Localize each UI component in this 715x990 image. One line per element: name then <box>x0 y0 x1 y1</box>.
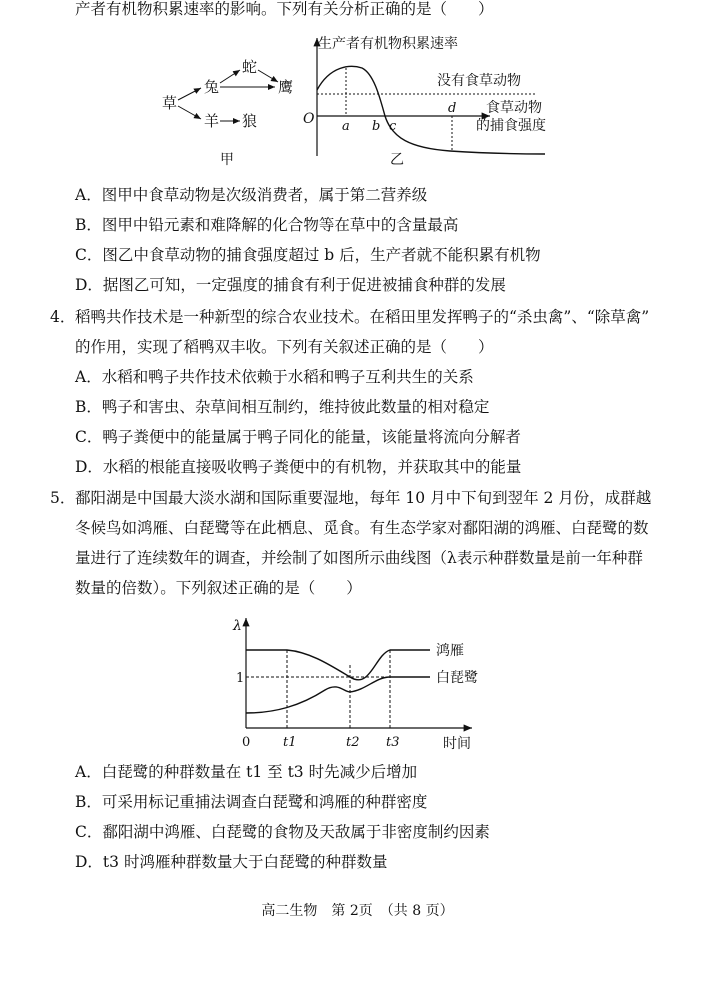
q5-stem-3: 量进行了连续数年的调查，并绘制了如图所示曲线图（λ表示种群数量是前一年种群 <box>75 549 643 567</box>
food-web-diagram <box>162 58 293 168</box>
chart-xtick-t2: t2 <box>346 735 360 750</box>
q4-option-b: B．鸭子和害虫、杂草间相互制约，维持彼此数量的相对稳定 <box>75 398 490 416</box>
web-snake: 蛇 <box>242 58 258 76</box>
q3-option-d: D．据图乙可知，一定强度的捕食有利于促进被捕食种群的发展 <box>75 276 506 294</box>
graph-dashed-label: 没有食草动物 <box>437 73 521 89</box>
graph-xlabel-2: 的捕食强度 <box>476 118 546 134</box>
graph-ylabel: 生产者有机物积累速率 <box>318 36 458 52</box>
series-spoonbill-label: 白琵鹭 <box>436 670 478 686</box>
accumulation-graph <box>303 35 546 168</box>
web-wolf: 狼 <box>242 112 258 130</box>
series-goose-curve <box>246 650 430 680</box>
q5-number: 5． <box>50 489 76 507</box>
web-label: 甲 <box>220 152 234 168</box>
web-hawk: 鹰 <box>278 78 294 96</box>
q5-stem-1: 鄱阳湖是中国最大淡水湖和国际重要湿地，每年 10 月中下旬到翌年 2 月份，成群越 <box>75 489 652 507</box>
chart-xlabel: 时间 <box>443 736 471 752</box>
graph-tick-b: b <box>372 119 381 134</box>
graph-label: 乙 <box>390 152 404 168</box>
q5-option-b: B．可采用标记重捕法调查白琵鹭和鸿雁的种群密度 <box>75 793 428 811</box>
q4-option-d: D．水稻的根能直接吸收鸭子粪便中的有机物，并获取其中的能量 <box>75 458 522 476</box>
chart-ylabel: λ <box>233 618 242 634</box>
chart-ytick-1: 1 <box>236 671 245 686</box>
lambda-chart <box>0 610 715 760</box>
q3-stem-tail: 产者有机物积累速率的影响。下列有关分析正确的是（ ） <box>75 0 494 18</box>
q4-option-a: A．水稻和鸭子共作技术依赖于水稻和鸭子互利共生的关系 <box>75 368 474 386</box>
q5-option-c: C．鄱阳湖中鸿雁、白琵鹭的食物及天敌属于非密度制约因素 <box>75 823 490 841</box>
chart-xtick-t1: t1 <box>283 735 297 750</box>
q5-option-a: A．白琵鹭的种群数量在 t1 至 t3 时先减少后增加 <box>75 763 418 781</box>
page-footer: 高二生物 第 2页 （共 8 页） <box>261 903 454 919</box>
q3-option-c: C．图乙中食草动物的捕食强度超过 b 后，生产者就不能积累有机物 <box>75 246 541 264</box>
q5-stem-2: 冬候鸟如鸿雁、白琵鹭等在此栖息、觅食。有生态学家对鄱阳湖的鸿雁、白琵鹭的数 <box>75 519 649 537</box>
series-spoonbill-curve <box>246 677 430 713</box>
web-rabbit: 兔 <box>204 78 220 96</box>
chart-origin: 0 <box>242 735 251 750</box>
q3-option-a: A．图甲中食草动物是次级消费者，属于第二营养级 <box>75 186 428 204</box>
graph-tick-a: a <box>342 119 350 134</box>
web-grass: 草 <box>162 94 178 112</box>
q5-option-d: D．t3 时鸿雁种群数量大于白琵鹭的种群数量 <box>75 853 388 871</box>
graph-tick-c: c <box>389 119 397 134</box>
q4-number: 4． <box>50 308 76 326</box>
web-sheep: 羊 <box>204 112 220 130</box>
q5-stem-4: 数量的倍数）。下列叙述正确的是（ ） <box>75 579 362 597</box>
q4-stem-2: 的作用，实现了稻鸭双丰收。下列有关叙述正确的是（ ） <box>75 338 494 356</box>
graph-origin: O <box>303 111 315 127</box>
q4-stem-1: 稻鸭共作技术是一种新型的综合农业技术。在稻田里发挥鸭子的“杀虫禽”、“除草禽” <box>75 308 650 326</box>
q3-figures <box>0 28 715 203</box>
q4-option-c: C．鸭子粪便中的能量属于鸭子同化的能量，该能量将流向分解者 <box>75 428 521 446</box>
q3-option-b: B．图甲中铅元素和难降解的化合物等在草中的含量最高 <box>75 216 459 234</box>
series-goose-label: 鸿雁 <box>436 643 464 659</box>
chart-xtick-t3: t3 <box>386 735 400 750</box>
graph-xlabel-1: 食草动物 <box>486 100 542 116</box>
graph-tick-d: d <box>448 101 457 116</box>
